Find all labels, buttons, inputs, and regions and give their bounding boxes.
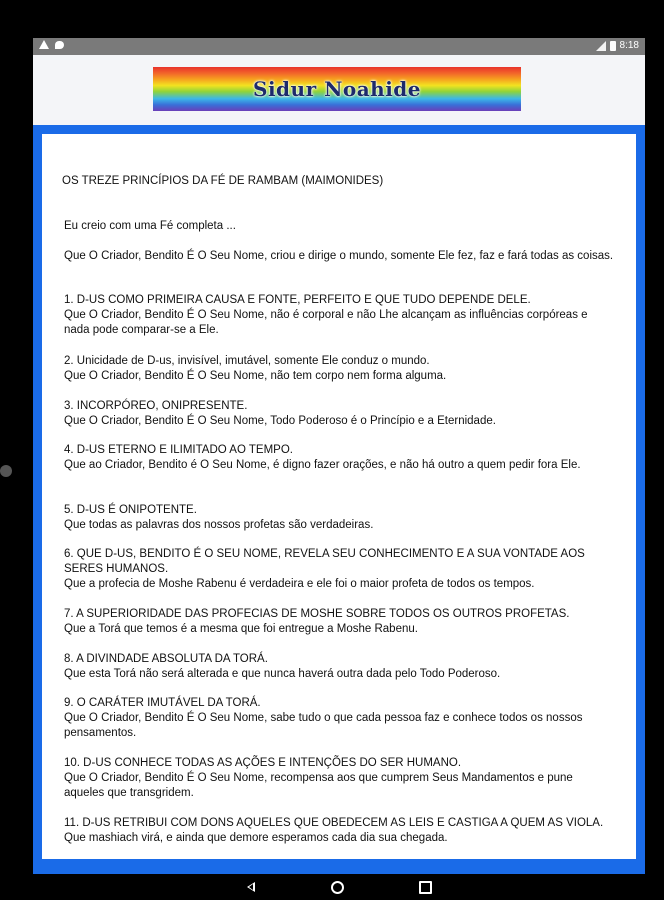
principle-body: Que O Criador, Bendito É O Seu Nome, Todo Poderoso é o Princípio e a Eternidade.	[64, 415, 496, 427]
intro-paragraph: Que O Criador, Bendito É O Seu Nome, criou e dirige o mundo, somente Ele fez, faz e fará todas as coisas.	[64, 250, 614, 262]
principle-heading: 3. INCORPÓREO, ONIPRESENTE.	[64, 400, 248, 412]
status-time: 8:18	[619, 40, 639, 51]
principle-heading: 2. Unicidade de D-us, invisível, imutável, somente Ele conduz o mundo.	[64, 355, 430, 367]
home-icon[interactable]	[331, 881, 344, 894]
signal-icon	[596, 41, 606, 51]
status-bar	[33, 38, 645, 55]
principle-body: Que todas as palavras dos nossos profetas são verdadeiras.	[64, 519, 374, 531]
principle-body: Que O Criador, Bendito É O Seu Nome, recompensa aos que cumprem Seus Mandamentos e pune aqueles que transgridem.	[64, 772, 573, 799]
principle-11	[64, 816, 614, 846]
principle-body: Que O Criador, Bendito É O Seu Nome, não tem corpo nem forma alguma.	[64, 370, 447, 382]
principle-body: Que esta Torá não será alterada e que nunca haverá outra dada pelo Todo Poderoso.	[64, 668, 501, 680]
principle-heading: 4. D-US ETERNO E ILIMITADO AO TEMPO.	[64, 444, 293, 456]
content-frame	[33, 125, 645, 874]
principle-heading: 7. A SUPERIORIDADE DAS PROFECIAS DE MOSHE SOBRE TODOS OS OUTROS PROFETAS.	[64, 608, 570, 620]
principle-5	[64, 503, 614, 533]
principle-3	[64, 399, 614, 429]
principle-heading: 8. A DIVINDADE ABSOLUTA DA TORÁ.	[64, 653, 268, 665]
warning-icon	[39, 40, 49, 49]
recents-icon[interactable]	[419, 881, 432, 894]
navigation-bar	[0, 874, 664, 900]
principle-10	[64, 756, 614, 801]
principle-4	[64, 443, 614, 473]
app-title: Sidur Noahide	[253, 77, 421, 101]
principle-body: Que a profecia de Moshe Rabenu é verdadeira e ele foi o maior profeta de todos os tempos.	[64, 578, 535, 590]
battery-icon	[610, 41, 616, 51]
principle-1	[64, 293, 614, 338]
document-title: OS TREZE PRINCÍPIOS DA FÉ DE RAMBAM (MAIMONIDES)	[62, 175, 384, 187]
principle-2	[64, 354, 614, 384]
principle-body: Que O Criador, Bendito É O Seu Nome, não é corporal e não Lhe alcançam as influências corpóreas e nada pode comparar-se a Ele.	[64, 309, 588, 336]
principle-body: Que a Torá que temos é a mesma que foi entregue a Moshe Rabenu.	[64, 623, 418, 635]
principle-heading: 9. O CARÁTER IMUTÁVEL DA TORÁ.	[64, 697, 261, 709]
principle-7	[64, 607, 614, 637]
intro-line: Eu creio com uma Fé completa ...	[64, 220, 236, 232]
principle-heading: 1. D-US COMO PRIMEIRA CAUSA E FONTE, PERFEITO E QUE TUDO DEPENDE DELE.	[64, 294, 531, 306]
device-side-button	[0, 465, 12, 477]
header-banner-area	[33, 55, 645, 125]
app-screen	[33, 38, 645, 874]
principle-body: Que ao Criador, Bendito é O Seu Nome, é digno fazer orações, e não há outro a quem pedir fora Ele.	[64, 459, 581, 471]
message-icon	[55, 41, 64, 49]
principle-8	[64, 652, 614, 682]
principle-heading: 6. QUE D-US, BENDITO É O SEU NOME, REVELA SEU CONHECIMENTO E A SUA VONTADE AOS SERES HUMANOS.	[64, 548, 585, 575]
principle-6	[64, 547, 614, 592]
app-banner	[153, 67, 521, 111]
principle-heading: 5. D-US É ONIPOTENTE.	[64, 504, 197, 516]
principle-heading: 11. D-US RETRIBUI COM DONS AQUELES QUE OBEDECEM AS LEIS E CASTIGA A QUEM AS VIOLA.	[64, 817, 604, 829]
principle-body: Que O Criador, Bendito É O Seu Nome, sabe tudo o que cada pessoa faz e conhece todos os nossos pensamentos.	[64, 712, 583, 739]
back-icon[interactable]	[247, 882, 255, 892]
principle-body: Que mashiach virá, e ainda que demore esperamos cada dia sua chegada.	[64, 832, 448, 844]
principle-heading: 10. D-US CONHECE TODAS AS AÇÕES E INTENÇÕES DO SER HUMANO.	[64, 757, 462, 769]
principle-9	[64, 696, 614, 741]
document-scroll-area[interactable]	[42, 134, 636, 859]
